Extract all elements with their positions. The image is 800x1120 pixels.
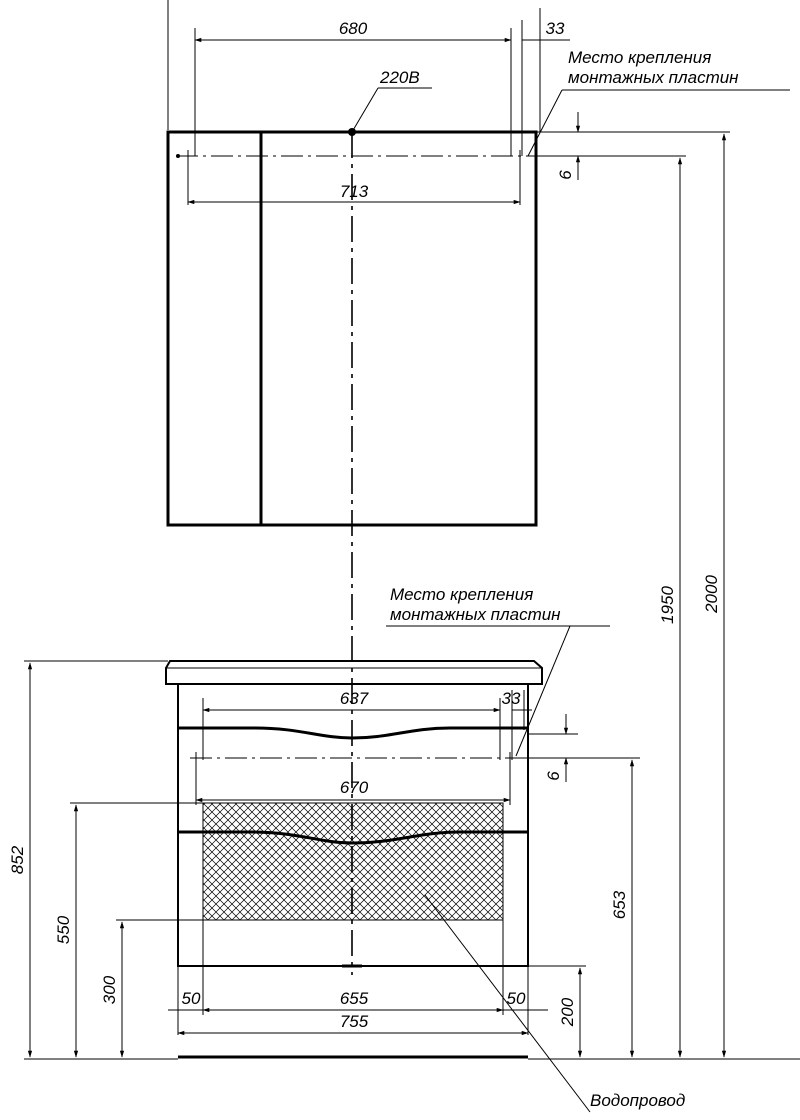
cabinet-mount-note-line1: Место крепления bbox=[568, 48, 712, 67]
dim-755: 755 bbox=[339, 1012, 369, 1031]
dim-637: 637 bbox=[339, 689, 369, 708]
water-zone bbox=[203, 803, 503, 920]
power-label: 220В bbox=[380, 68, 420, 87]
dim-653: 653 bbox=[610, 890, 629, 920]
dim-680: 680 bbox=[338, 19, 368, 38]
cabinet-mount-note-line2: монтажных пластин bbox=[568, 68, 739, 87]
power-leader bbox=[352, 88, 378, 132]
drawer-upper-front bbox=[178, 728, 528, 738]
dim-50-right: 50 bbox=[506, 989, 526, 1008]
water-label: Водопровод bbox=[590, 1091, 686, 1110]
dim-6-vanity: 6 bbox=[544, 771, 563, 781]
dim-670: 670 bbox=[339, 778, 369, 797]
dim-550-lines bbox=[70, 803, 203, 1057]
dim-6-top-lines bbox=[532, 112, 590, 180]
dim-50-left: 50 bbox=[181, 989, 201, 1008]
vanity-mount-note-line1: Место крепления bbox=[390, 585, 534, 604]
dim-33-top: 33 bbox=[545, 19, 565, 38]
dim-2000: 2000 bbox=[702, 575, 721, 613]
cabinet-mount-leader bbox=[528, 90, 562, 156]
dim-1950: 1950 bbox=[658, 586, 677, 624]
dim-300: 300 bbox=[100, 975, 119, 1005]
vanity-mount-note-line2: монтажных пластин bbox=[390, 605, 561, 624]
dim-713: 713 bbox=[339, 182, 369, 201]
dim-6-top: 6 bbox=[556, 170, 575, 180]
dim-550: 550 bbox=[54, 915, 73, 945]
mount-point-left bbox=[176, 154, 180, 158]
dim-200: 200 bbox=[558, 997, 577, 1027]
dim-655: 655 bbox=[339, 989, 369, 1008]
dim-852: 852 bbox=[8, 845, 27, 875]
basin-top bbox=[166, 661, 542, 684]
dim-33-vanity: 33 bbox=[501, 689, 521, 708]
dim-653-lines bbox=[578, 758, 640, 1057]
